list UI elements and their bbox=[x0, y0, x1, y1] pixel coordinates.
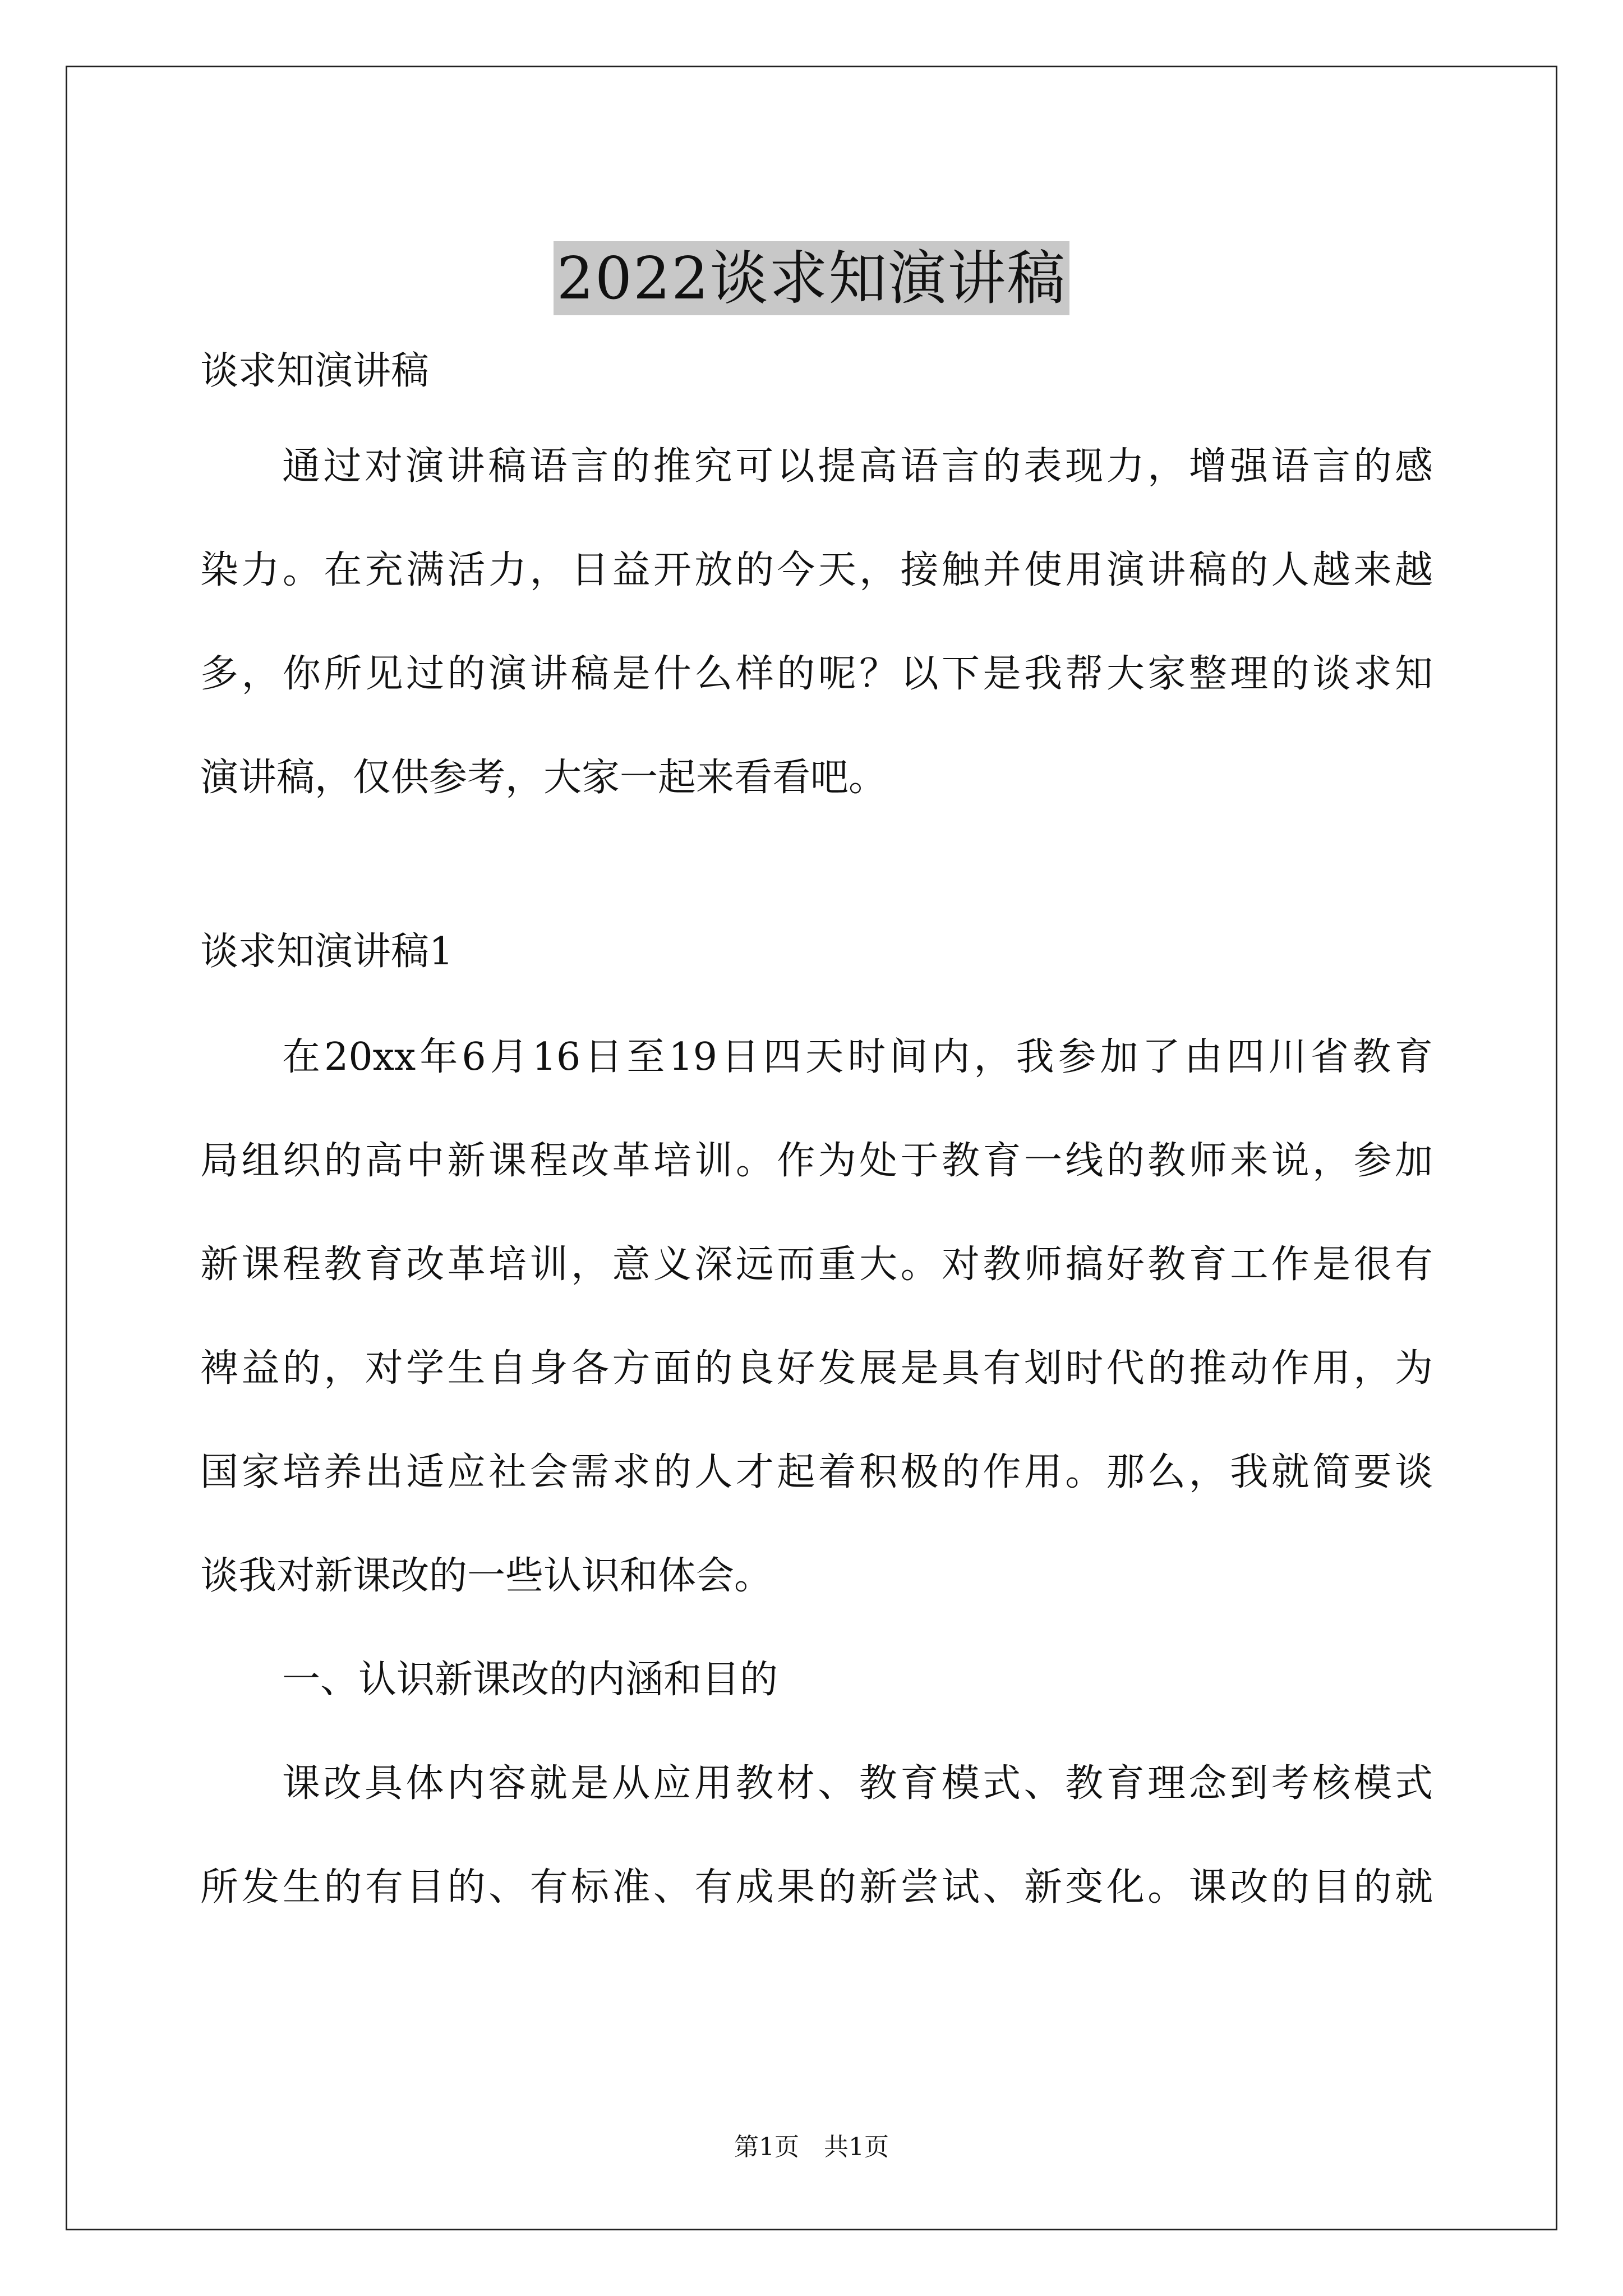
paragraph-line: 裨益的，对学生自身各方面的良好发展是具有划时代的推动作用，为 bbox=[200, 1346, 1433, 1391]
paragraph-line: 通过对演讲稿语言的推究可以提高语言的表现力，增强语言的感 bbox=[282, 444, 1433, 489]
page-total: 共1页 bbox=[824, 2133, 889, 2161]
document-title: 2022谈求知演讲稿 bbox=[554, 241, 1070, 315]
paragraph-line: 局组织的高中新课程改革培训。作为处于教育一线的教师来说，参加 bbox=[200, 1139, 1433, 1183]
section-heading-intro: 谈求知演讲稿 bbox=[200, 349, 430, 393]
page-footer bbox=[0, 2132, 1623, 2163]
paragraph-line: 国家培养出适应社会需求的人才起着积极的作用。那么，我就简要谈 bbox=[200, 1450, 1433, 1494]
section-heading-speech-1: 谈求知演讲稿1 bbox=[200, 930, 454, 974]
page-number: 第1页 bbox=[734, 2133, 799, 2161]
paragraph-line: 课改具体内容就是从应用教材、教育模式、教育理念到考核模式 bbox=[282, 1761, 1433, 1806]
paragraph-line: 所发生的有目的、有标准、有成果的新尝试、新变化。课改的目的就 bbox=[200, 1865, 1433, 1910]
paragraph-line: 多，你所见过的演讲稿是什么样的呢？以下是我帮大家整理的谈求知 bbox=[200, 652, 1433, 696]
paragraph-line: 在20xx年6月16日至19日四天时间内，我参加了由四川省教育 bbox=[282, 1035, 1433, 1079]
subheading-point-1: 一、认识新课改的内涵和目的 bbox=[282, 1658, 778, 1702]
paragraph-line: 染力。在充满活力，日益开放的今天，接触并使用演讲稿的人越来越 bbox=[200, 548, 1433, 592]
paragraph-line: 新课程教育改革培训，意义深远而重大。对教师搞好教育工作是很有 bbox=[200, 1243, 1433, 1287]
title-container bbox=[0, 202, 1623, 354]
paragraph-line: 演讲稿，仅供参考，大家一起来看看吧。 bbox=[200, 756, 887, 800]
paragraph-line: 谈我对新课改的一些认识和体会。 bbox=[200, 1554, 773, 1598]
